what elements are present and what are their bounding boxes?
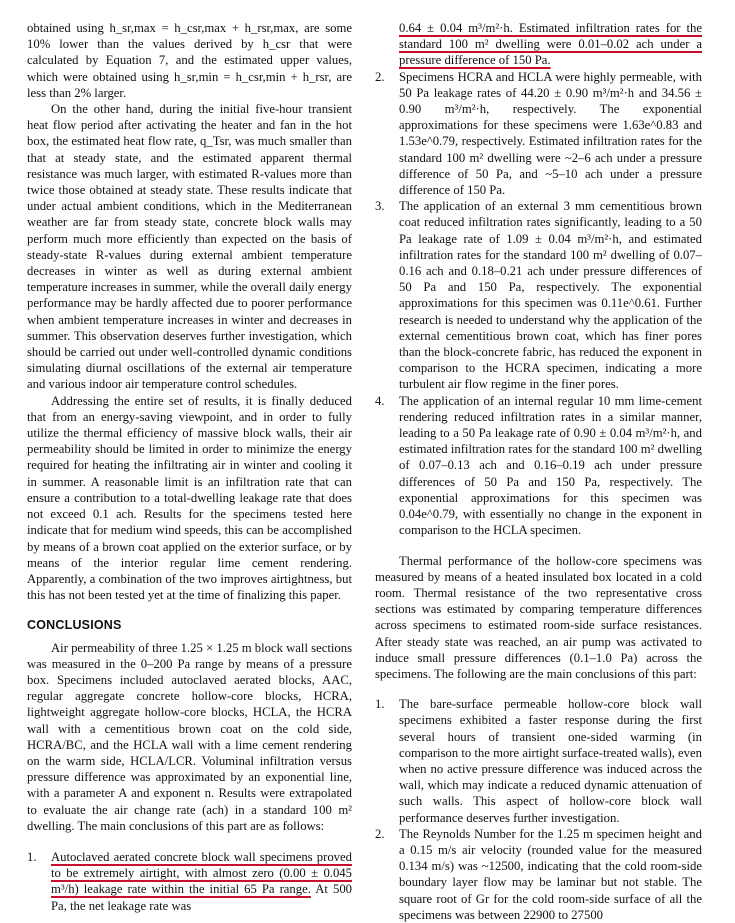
paragraph-addressing: Addressing the entire set of results, it is finally deduced that from an energy-saving viewpoint, and in order to fully utilize the thermal efficiency of massive block walls, their air permeability should be limited in order to minimize the energy required for heating the infiltrating air in winter and cooling it in summer. A reasonable limit is an infiltration rate that can ensure a contribution to a total-dwelling leakage rate that does not exceed 0.1 ach. Results for the specimens tested here indicate that for medium wind speeds, this can be accomplished by means of a brown coat applied on the exterior surface, or by means of the interior regular lime cement rendering. Apparently, a combination of the two improves airtightness, but this has not been tested yet at the time of finalizing this paper.	[27, 393, 352, 603]
list-item	[375, 826, 702, 923]
highlighted-text: Autoclaved aerated concrete block wall specimens proved to be extremely airtight, with almost zero (0.00 ± 0.045 m³/h) leakage rate within the initial 65 Pa range.	[51, 850, 352, 897]
list-item	[375, 198, 702, 392]
list-number: 4.	[375, 393, 385, 408]
item-text: Specimens HCRA and HCLA were highly permeable, with 50 Pa leakage rates of 44.20 ± 0.90 m³/m²·h and 34.56 ± 0.90 m³/m²·h, respectively. The exponential approximations for these specimens were 1.63e^0.83 and 1.53e^0.79, respectively. Estimated infiltration rates for the standard 100 m² dwelling were ~2–6 ach under a pressure difference of 50 Pa, and ~5–10 ach under a pressure difference of 150 Pa.	[399, 69, 702, 198]
paragraph-air-permeability: Air permeability of three 1.25 × 1.25 m block wall sections was measured in the 0–200 Pa range by means of a pressure box. Specimens included autoclaved aerated blocks, AAC, regular aggregate concrete hollow-core blocks, HCRA, lightweight aggregate hollow-core blocks, HCLA, the HCRA wall with a cementitious brown coat on the cold side, HCRA/BC, and the HCLA wall with a lime cement rendering on the warm side, HCLA/LCR. Voluminal infiltration versus pressure difference was approximated by an exponential line, with a parameter A and exponent n. Results were extrapolated to evaluate the air change rate (ach) in a standard 100 m² dwelling. The main conclusions of this part are as follows:	[27, 640, 353, 833]
list-number: 1.	[27, 850, 37, 864]
highlighted-continuation: 0.64 ± 0.04 m³/m²·h. Estimated infiltration rates for the standard 100 m² dwelling were 0.01–0.02 ach under a pressure difference of 150 Pa.	[399, 21, 702, 68]
list-number: 2.	[375, 826, 385, 841]
conclusions-list-b	[375, 696, 702, 923]
list-number: 3.	[375, 199, 385, 214]
paragraph-continued: obtained using h_sr,max = h_csr,max + h_rsr,max, are some 10% lower than the values derived by h_csr that were calculated by Equation 7, and the estimated upper values, which were obtained using h_sr,min = h_csr,min + h_rsr, are less than 2% larger.	[27, 21, 352, 100]
list-item	[375, 696, 702, 826]
conclusions-list-a	[375, 69, 702, 539]
item-text: The application of an external 3 mm cementitious brown coat reduced infiltration rates significantly, leading to a 50 Pa leakage rate of 1.09 ± 0.04 m³/m²·h, and estimated infiltration rates for the standard 100 m² dwelling of 0.07–0.16 ach and 0.18–0.21 ach under pressure differences of 50 Pa and 150 Pa, respectively. The exponential approximations for this specimen was 0.11e^0.61. Further research is needed to understand why the application of the external cementitious brown coat, which has finer pores than the block-concrete fabric, has reduced the exponent in comparison to the HCRA specimen, indicating a more turbulent air flow regime in the finer pores.	[399, 199, 702, 392]
item-text: The application of an internal regular 10 mm lime-cement rendering reduced infiltration rates in a similar manner, leading to a 50 Pa leakage rate of 0.90 ± 0.04 m³/m²·h, and estimated infiltration rates for the standard 100 m² dwelling of 0.07–0.13 ach and 0.16–0.19 ach under pressure differences of 50 Pa and 150 Pa, respectively. The exponential approximations for this specimen was 0.04e^0.79, with essentially no change in the exponent in comparison to the HCLA specimen.	[399, 393, 702, 538]
item-text: The bare-surface permeable hollow-core block wall specimens exhibited a faster response during the first several hours of transient one-sided warming (in comparison to the more airtight surface-treated walls), even when no active pressure difference was induced across the wall, which may indicate a reduced dynamic attenuation of such walls. This aspect of hollow-core block wall performance deserves further investigation.	[399, 697, 702, 825]
paragraph-thermal: Thermal performance of the hollow-core specimens was measured by means of a heated insulated box located in a cold room. Thermal resistance of the two representative cross sections was estimated by comparing temperature differences across specimens to estimated room-side surface resistances. After steady state was reached, an air pump was activated to induce small pressure differences (0.1–1.0 Pa) across the specimens. The following are the main conclusions of this part:	[375, 553, 702, 681]
list-item	[375, 393, 702, 539]
left-column	[27, 20, 352, 834]
item-text: The Reynolds Number for the 1.25 m specimen height and a 0.15 m/s air velocity (rounded value for the measured 0.134 m/s) was ~12500, indicating that the cold room-side boundary layer flow may be laminar but not stable. The square root of Gr for the cold room-side surface of all the specimens was between 22900 to 27500	[399, 826, 702, 922]
right-column	[375, 20, 702, 923]
section-heading-conclusions: CONCLUSIONS	[27, 618, 122, 633]
list-item	[375, 69, 702, 199]
list-number: 2.	[375, 69, 385, 84]
conclusion-item-1	[27, 849, 352, 914]
item-text: At 500 Pa, the net leakage rate was	[51, 882, 353, 913]
list-number: 1.	[375, 697, 385, 712]
paragraph-transient: On the other hand, during the initial five-hour transient heat flow period after activating the heater and fan in the hot box, the estimated heat flow rate, q_Tsr, was much smaller than that at steady state, and the estimated apparent thermal resistance was much larger, with estimated R-values more than twice those obtained at steady state. These results indicate that under actual ambient conditions, which in the Mediterranean weather are far from steady state, concrete block walls may perform much more efficiently than expected on the basis of steady-state R-values during external ambient temperature decreases in winter as well as during external ambient temperature increases in summer, while the overall daily energy performance may be hardly affected due to poorer performance when ambient temperature increases in winter and decreases in summer. This observation deserves further investigation, which should be carried out under well-controlled dynamic conditions simulating diurnal oscillations of the external air temperature and various indoor air temperature control schedules.	[27, 102, 352, 392]
